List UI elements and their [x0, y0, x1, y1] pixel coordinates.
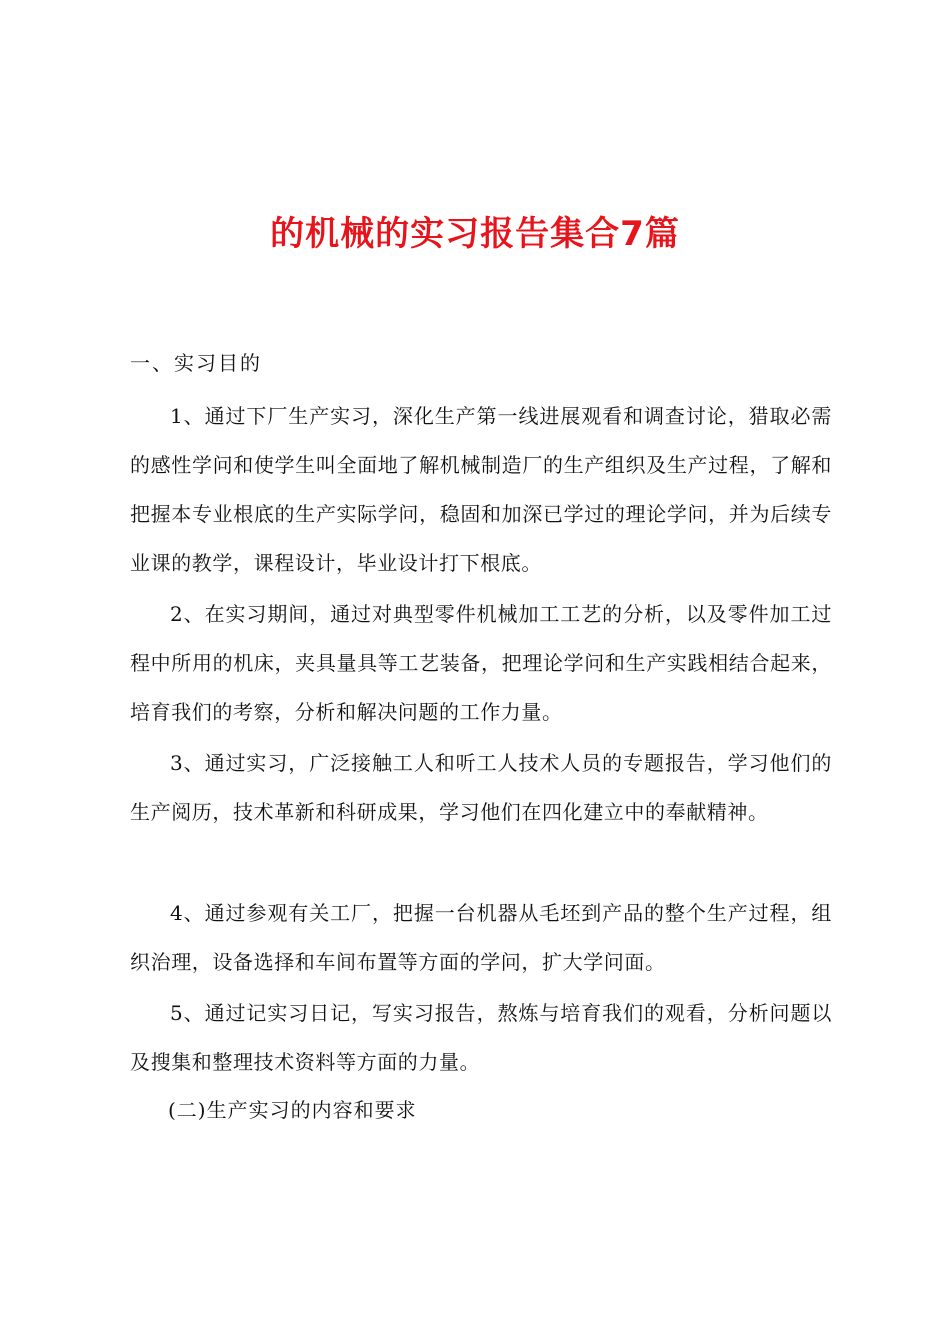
paragraph-1: 1、通过下厂生产实习，深化生产第一线进展观看和调查讨论，猎取必需的感性学问和使学生叫全面地了解机械制造厂的生产组织及生产过程，了解和把握本专业根底的生产实际学问，稳固和加深已学过的理论学问，并为后续专业课的教学，课程设计，毕业设计打下根底。	[130, 404, 832, 575]
paragraph-2: 2、在实习期间，通过对典型零件机械加工工艺的分析，以及零件加工过程中所用的机床，夹具量具等工艺装备，把理论学问和生产实践相结合起来，培育我们的考察，分析和解决问题的工作力量。	[130, 602, 832, 724]
document-title: 的机械的实习报告集合7篇	[270, 214, 680, 254]
paragraph-3: 3、通过实习，广泛接触工人和听工人技术人员的专题报告，学习他们的生产阅历，技术革新和科研成果，学习他们在四化建立中的奉献精神。	[130, 751, 832, 824]
paragraph-4: 4、通过参观有关工厂，把握一台机器从毛坯到产品的整个生产过程，组织治理，设备选择和车间布置等方面的学问，扩大学问面。	[130, 901, 832, 974]
paragraph-5: 5、通过记实习日记，写实习报告，熬炼与培育我们的观看，分析问题以及搜集和整理技术资料等方面的力量。	[130, 1001, 832, 1074]
subsection-heading: (二)生产实习的内容和要求	[168, 1098, 417, 1122]
section-heading: 一、实习目的	[130, 351, 262, 375]
